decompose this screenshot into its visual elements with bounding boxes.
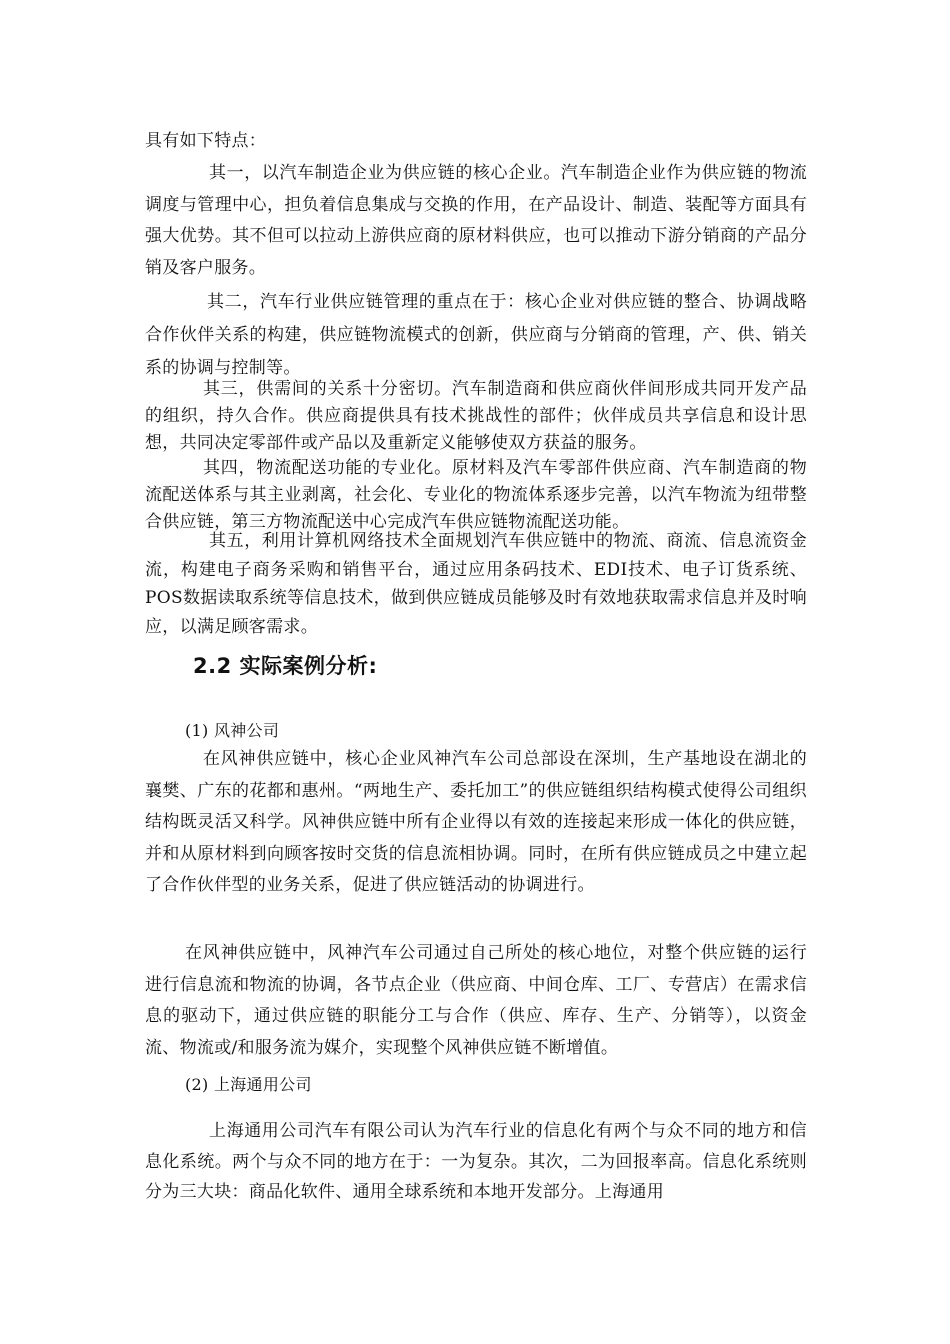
case-1-title: (1) 风神公司 <box>185 721 280 740</box>
case-2-title: (2) 上海通用公司 <box>185 1075 312 1094</box>
section-heading: 2.2 实际案例分析: <box>193 654 378 678</box>
paragraph-point-4: 其四，物流配送功能的专业化。原材料及汽车零部件供应商、汽车制造商的物流配送体系与其主业剥离，社会化、专业化的物流体系逐步完善，以汽车物流为纽带整合供应链，第三方物流配送中心完成汽车供应链物流配送功能。 <box>145 458 807 532</box>
case-1-paragraph-1: 在风神供应链中，核心企业风神汽车公司总部设在深圳，生产基地设在湖北的襄樊、广东的花都和惠州。“两地生产、委托加工”的供应链组织结构模式使得公司组织结构既灵活又科学。风神供应链中所有企业得以有效的连接起来形成一体化的供应链，并和从原材料到向顾客按时交货的信息流相协调。同时，在所有供应链成员之中建立起了合作伙伴型的业务关系，促进了供应链活动的协调进行。 <box>145 749 807 895</box>
paragraph-point-2: 其二，汽车行业供应链管理的重点在于：核心企业对供应链的整合、协调战略合作伙伴关系的构建，供应链物流模式的创新，供应商与分销商的管理，产、供、销关系的协调与控制等。 <box>145 292 807 378</box>
paragraph-point-3: 其三，供需间的关系十分密切。汽车制造商和供应商伙伴间形成共同开发产品的组织，持久合作。供应商提供具有技术挑战性的部件；伙伴成员共享信息和设计思想，共同决定零部件或产品以及重新定义能够使双方获益的服务。 <box>145 379 807 453</box>
paragraph-point-1: 其一，以汽车制造企业为供应链的核心企业。汽车制造企业作为供应链的物流调度与管理中心，担负着信息集成与交换的作用，在产品设计、制造、装配等方面具有强大优势。其不但可以拉动上游供应商的原材料供应，也可以推动下游分销商的产品分销及客户服务。 <box>145 163 807 278</box>
intro-text: 具有如下特点： <box>145 131 267 151</box>
case-2-paragraph-1: 上海通用公司汽车有限公司认为汽车行业的信息化有两个与众不同的地方和信息化系统。两个与众不同的地方在于：一为复杂。其次，二为回报率高。信息化系统则分为三大块：商品化软件、通用全球系统和本地开发部分。上海通用 <box>145 1121 807 1202</box>
paragraph-point-5: 其五，利用计算机网络技术全面规划汽车供应链中的物流、商流、信息流资金流，构建电子商务采购和销售平台，通过应用条码技术、EDI技术、电子订货系统、POS数据读取系统等信息技术，做到供应链成员能够及时有效地获取需求信息并及时响应，以满足顾客需求。 <box>145 531 807 638</box>
case-1-paragraph-2: 在风神供应链中，风神汽车公司通过自己所处的核心地位，对整个供应链的运行进行信息流和物流的协调，各节点企业（供应商、中间仓库、工厂、专营店）在需求信息的驱动下，通过供应链的职能分工与合作（供应、库存、生产、分销等），以资金流、物流或/和服务流为媒介，实现整个风神供应链不断增值。 <box>145 943 807 1058</box>
